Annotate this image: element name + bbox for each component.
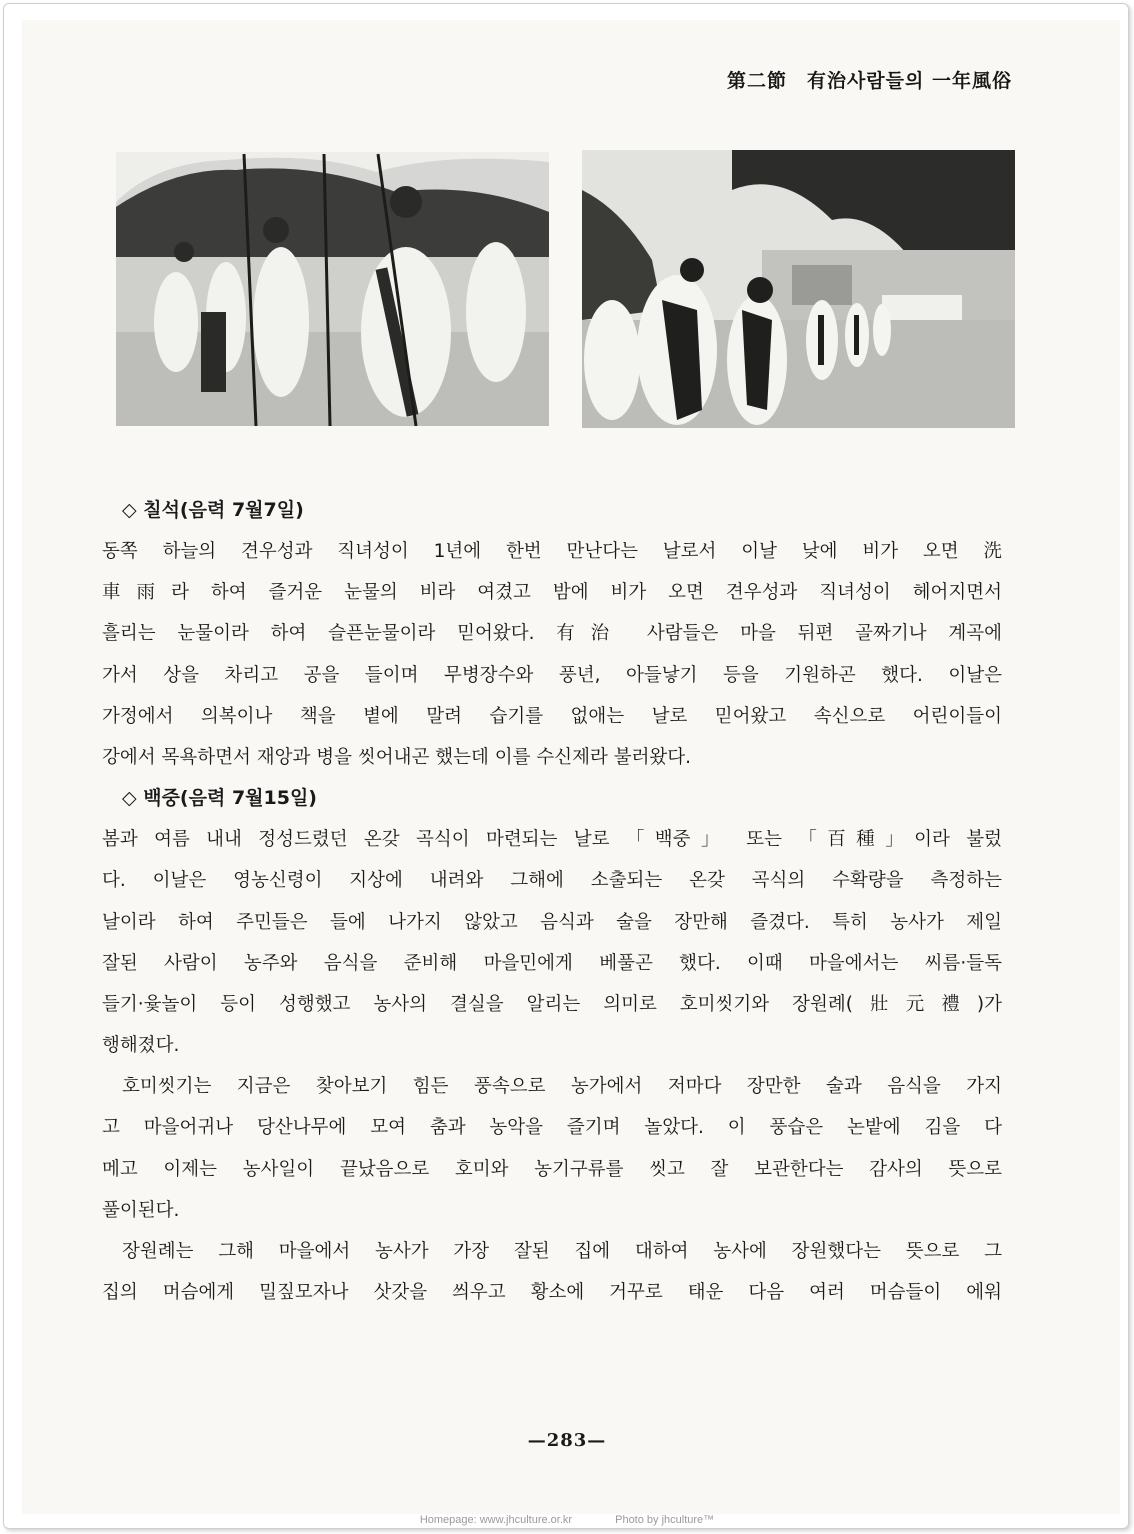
paragraph <box>102 1231 1002 1313</box>
text-line: 풀이된다. <box>102 1199 180 1221</box>
text-line: 다. 이날은 영농신령이 지상에 내려와 그해에 소출되는 온갖 곡식의 수확량을 측정하는 <box>102 870 1002 892</box>
text-line: 강에서 목욕하면서 재앙과 병을 씻어내곤 했는데 이를 수신제라 불러왔다. <box>102 746 692 768</box>
paragraph <box>102 1066 1002 1231</box>
footer-photo-credit: Photo by jhculture™ <box>615 1514 715 1526</box>
section-heading-baekjung: ◇ 백중(음력 7월15일) <box>122 787 317 810</box>
text-line: 가정에서 의복이나 책을 볕에 말려 습기를 없애는 날로 믿어왔고 속신으로 어린이들이 <box>102 705 1002 727</box>
text-line: 가서 상을 차리고 공을 들이며 무병장수와 풍년, 아들낳기 등을 기원하곤 했다. 이날은 <box>102 664 1002 686</box>
folk-procession-with-banners-photo <box>116 152 549 426</box>
paragraph <box>102 819 1002 1066</box>
header-title: 有治사람들의 一年風俗 <box>806 70 1012 92</box>
text-line: 행해졌다. <box>102 1035 180 1057</box>
page-number: —283— <box>527 1430 607 1451</box>
text-line: 동쪽 하늘의 견우성과 직녀성이 1년에 한번 만난다는 날로서 이날 낮에 비가 오면 洗 <box>102 541 1002 562</box>
text-line: 잘된 사람이 농주와 음식을 준비해 마을민에게 베풀곤 했다. 이때 마을에서는 씨름·들독 <box>102 952 1002 974</box>
site-footer <box>0 1514 1134 1526</box>
running-header <box>727 66 1012 93</box>
text-line: 들기·윷놀이 등이 성행했고 농사의 결실을 알리는 의미로 호미씻기와 장원례(壯元禮)가 <box>102 993 1002 1015</box>
text-line: 고 마을어귀나 당산나무에 모여 춤과 농악을 즐기며 놀았다. 이 풍습은 논밭에 김을 다 <box>102 1117 1002 1139</box>
text-line: 장원례는 그해 마을에서 농사가 가장 잘된 집에 대하여 농사에 장원했다는 뜻으로 그 <box>122 1241 1002 1262</box>
header-section: 第二節 <box>726 70 787 92</box>
section-heading-chilseok: ◇ 칠석(음력 7월7일) <box>122 499 304 521</box>
folk-procession-street-photo <box>582 150 1015 428</box>
text-line: 봄과 여름 내내 정성드렸던 온갖 곡식이 마련되는 날로 「백중」 또는 「百種」이라 불렀 <box>102 829 1002 851</box>
text-line: 車雨라 하여 즐거운 눈물의 비라 여겼고 밤에 비가 오면 견우성과 직녀성이 헤어지면서 <box>102 582 1002 604</box>
text-line: 흘리는 눈물이라 하여 슬픈눈물이라 믿어왔다. 有治 사람들은 마을 뒤편 골짜기나 계곡에 <box>102 623 1002 645</box>
footer-homepage: Homepage: www.jhculture.or.kr <box>419 1514 573 1526</box>
paragraph <box>102 531 1002 778</box>
text-line: 메고 이제는 농사일이 끝났음으로 호미와 농기구류를 씻고 잘 보관한다는 감사의 뜻으로 <box>102 1158 1002 1180</box>
text-line: 호미씻기는 지금은 찾아보기 힘든 풍속으로 농가에서 저마다 장만한 술과 음식을 가지 <box>122 1076 1002 1098</box>
article-body <box>102 490 1002 1313</box>
text-line: 날이라 하여 주민들은 들에 나가지 않았고 음식과 술을 장만해 즐겼다. 특히 농사가 제일 <box>102 911 1002 933</box>
text-line: 집의 머슴에게 밀짚모자나 삿갓을 씌우고 황소에 거꾸로 태운 다음 여러 머슴들이 에워 <box>102 1282 1002 1304</box>
